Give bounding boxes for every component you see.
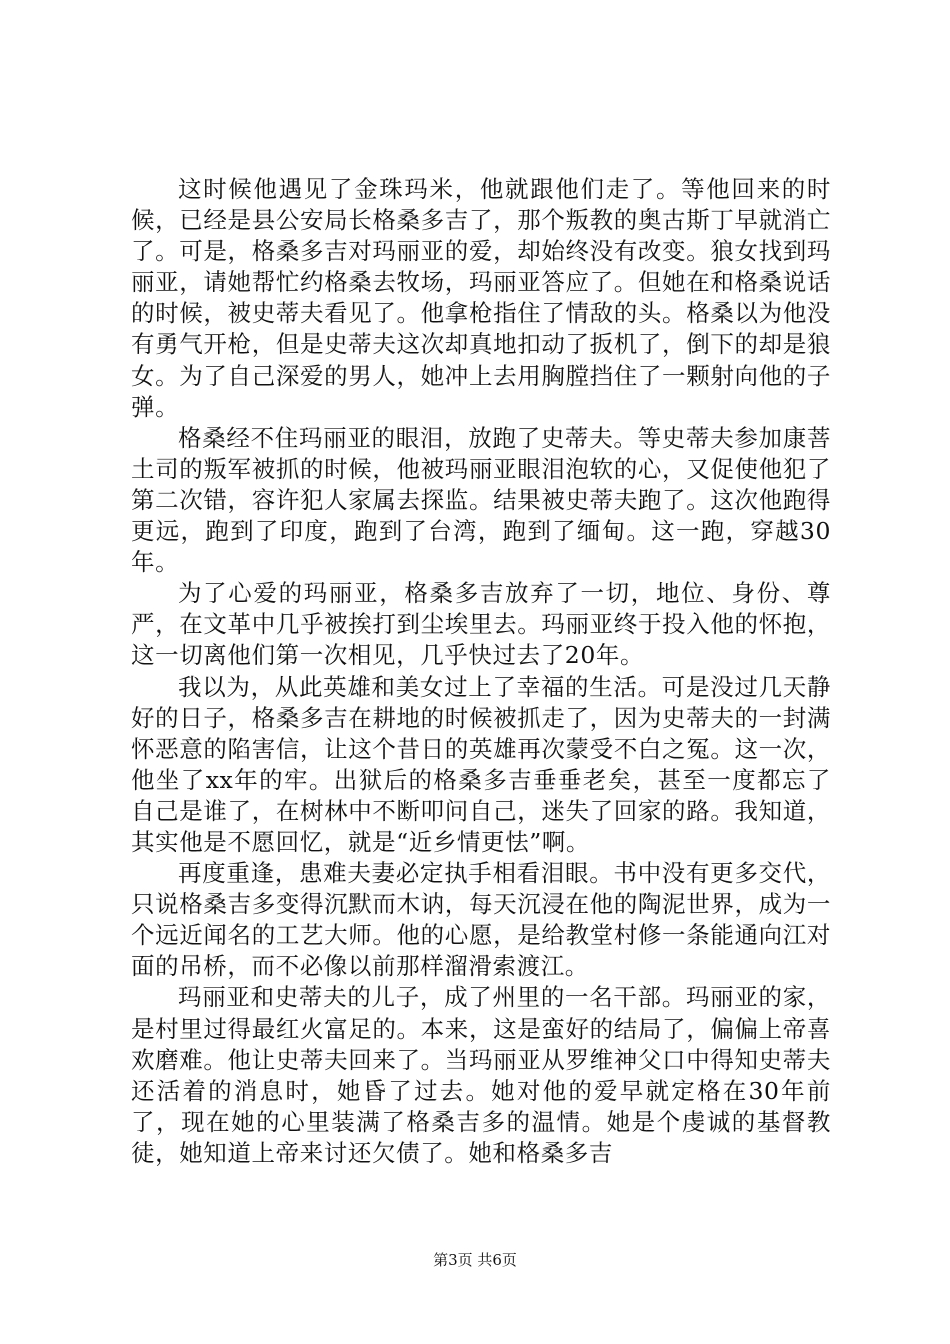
- document-body: [131, 174, 831, 1169]
- paragraph: 我以为，从此英雄和美女过上了幸福的生活。可是没过几天静好的日子，格桑多吉在耕地的时候被抓走了，因为史蒂夫的一封满怀恶意的陷害信，让这个昔日的英雄再次蒙受不白之冤。这一次，他坐了xx年的牢。出狱后的格桑多吉垂垂老矣，甚至一度都忘了自己是谁了，在树林中不断叩问自己，迷失了回家的路。我知道，其实他是不愿回忆，就是“近乡情更怯”啊。: [131, 672, 831, 856]
- paragraph: 再度重逢，患难夫妻必定执手相看泪眼。书中没有更多交代，只说格桑吉多变得沉默而木讷，每天沉浸在他的陶泥世界，成为一个远近闻名的工艺大师。他的心愿，是给教堂村修一条能通向江对面的吊桥，而不必像以前那样溜滑索渡江。: [131, 859, 831, 981]
- paragraph: 格桑经不住玛丽亚的眼泪，放跑了史蒂夫。等史蒂夫参加康菩土司的叛军被抓的时候，他被玛丽亚眼泪泡软的心，又促使他犯了第二次错，容许犯人家属去探监。结果被史蒂夫跑了。这次他跑得更远，跑到了印度，跑到了台湾，跑到了缅甸。这一跑，穿越30年。: [131, 423, 831, 577]
- paragraph: 玛丽亚和史蒂夫的儿子，成了州里的一名干部。玛丽亚的家，是村里过得最红火富足的。本来，这是蛮好的结局了，偏偏上帝喜欢磨难。他让史蒂夫回来了。当玛丽亚从罗维神父口中得知史蒂夫还活着的消息时，她昏了过去。她对他的爱早就定格在30年前了，现在她的心里装满了格桑吉多的温情。她是个虔诚的基督教徒，她知道上帝来讨还欠债了。她和格桑多吉: [131, 983, 831, 1167]
- page-footer: 第3页 共6页: [433, 1251, 517, 1269]
- paragraph: 为了心爱的玛丽亚，格桑多吉放弃了一切，地位、身份、尊严，在文革中几乎被挨打到尘埃里去。玛丽亚终于投入他的怀抱，这一切离他们第一次相见，几乎快过去了20年。: [131, 579, 831, 670]
- paragraph: 这时候他遇见了金珠玛米，他就跟他们走了。等他回来的时候，已经是县公安局长格桑多吉了，那个叛教的奥古斯丁早就消亡了。可是，格桑多吉对玛丽亚的爱，却始终没有改变。狼女找到玛丽亚，请她帮忙约格桑去牧场，玛丽亚答应了。但她在和格桑说话的时候，被史蒂夫看见了。他拿枪指住了情敌的头。格桑以为他没有勇气开枪，但是史蒂夫这次却真地扣动了扳机了，倒下的却是狼女。为了自己深爱的男人，她冲上去用胸膛挡住了一颗射向他的子弹。: [131, 175, 831, 421]
